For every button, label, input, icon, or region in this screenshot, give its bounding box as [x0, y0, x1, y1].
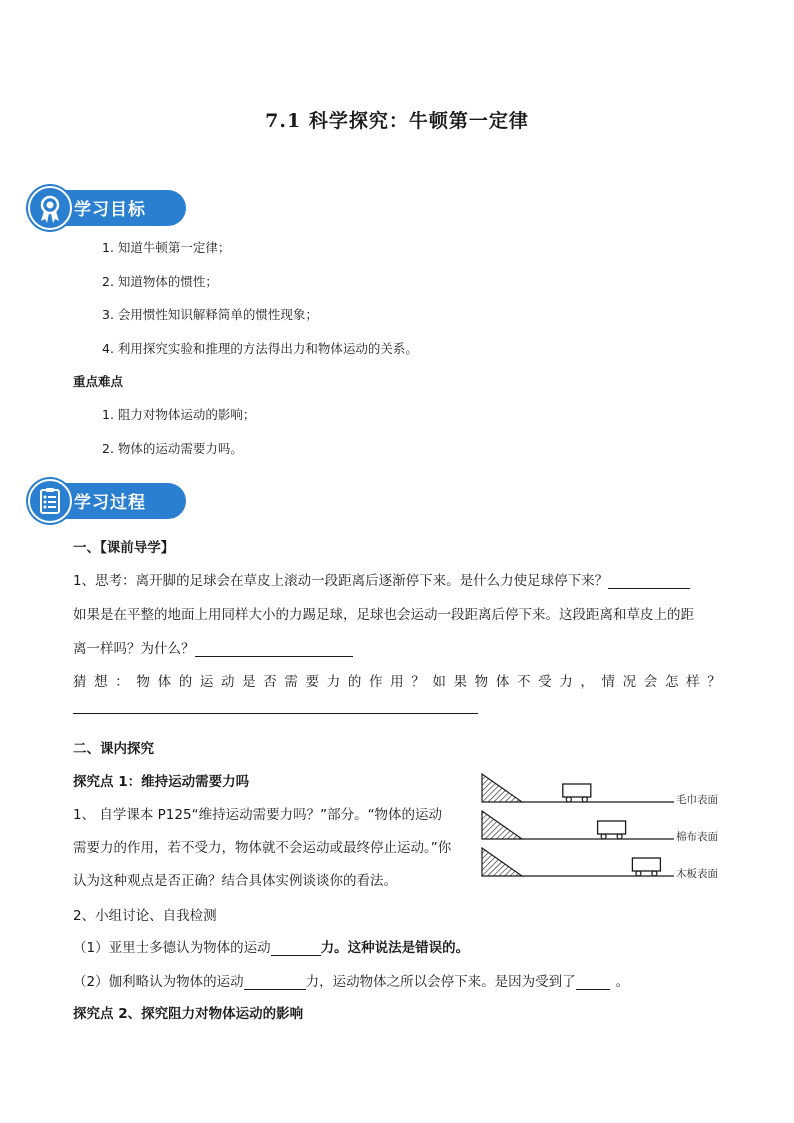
surface-label: 棉布表面 — [676, 831, 718, 843]
question-text: 力，运动物体之所以会停下来。是因为受到了 — [305, 974, 576, 990]
surface-label: 毛巾表面 — [676, 794, 718, 806]
guess-char: 要 — [305, 674, 320, 690]
guess-char: 是 — [242, 674, 256, 690]
page-title: 7.1 科学探究：牛顿第一定律 — [265, 110, 529, 132]
key-point-item: 1. 阻力对物体运动的影响； — [102, 407, 256, 422]
question-line — [73, 970, 629, 990]
cart-wheel — [617, 834, 622, 839]
paragraph-line: 认为这种观点是否正确？结合具体实例谈谈你的看法。 — [73, 873, 397, 889]
guess-char: 情 — [601, 674, 616, 690]
question-line — [73, 936, 469, 956]
guess-line — [73, 670, 721, 690]
guess-char: 受 — [538, 674, 552, 690]
guess-char: 体 — [157, 674, 172, 690]
question-line: 如果是在平整的地面上用同样大小的力踢足球，足球也会运动一段距离后停下来。这段距离和草皮上的距 — [73, 607, 694, 623]
guess-char: 的 — [347, 674, 362, 690]
guess-char: 如 — [432, 674, 446, 690]
guess-char: 物 — [474, 674, 489, 690]
guess-char: ， — [580, 674, 594, 690]
ramp-incline — [482, 774, 522, 802]
surface-label: 木板表面 — [676, 868, 718, 880]
ramp-incline — [482, 811, 522, 839]
guess-char: 动 — [220, 674, 235, 690]
surface-row — [482, 848, 718, 880]
answer-blank[interactable] — [576, 975, 610, 990]
guess-char: ？ — [411, 674, 425, 690]
guess-char: 体 — [495, 674, 510, 690]
cart — [598, 821, 626, 834]
surface-row — [482, 774, 718, 806]
objective-item: 4. 利用探究实验和推理的方法得出力和物体运动的关系。 — [102, 341, 418, 356]
question-line — [73, 637, 353, 657]
guess-char: 样 — [686, 674, 700, 690]
objectives-banner — [28, 186, 186, 230]
answer-blank[interactable] — [244, 975, 306, 990]
guess-char: 怎 — [664, 674, 679, 690]
question-line: 2、小组讨论、自我检测 — [73, 908, 217, 924]
guess-char: 猜 — [73, 674, 87, 690]
guess-char: 会 — [643, 674, 658, 690]
ramp-incline — [482, 848, 522, 876]
guess-char: 作 — [368, 674, 383, 690]
question-text: （1）亚里士多德认为物体的运动 — [73, 940, 271, 956]
emphasis-text: 这种说法是错误的。 — [347, 940, 470, 956]
answer-blank-line[interactable] — [73, 713, 478, 714]
section-heading: 一、【课前导学】 — [73, 540, 175, 556]
guess-char: 运 — [199, 674, 214, 690]
paragraph-line: 需要力的作用，若不受力，物体就不会运动或最终停止运动。”你 — [73, 840, 452, 856]
banner-title: 学习过程 — [74, 493, 146, 513]
key-points-heading: 重点难点 — [73, 374, 124, 389]
answer-blank[interactable] — [195, 642, 353, 657]
guess-char: 况 — [622, 674, 637, 690]
guess-char: 用 — [390, 674, 404, 690]
question-text: 离一样吗？为什么？ — [73, 641, 195, 657]
guess-char: 物 — [136, 674, 150, 690]
banner-title: 学习目标 — [74, 200, 146, 220]
objective-item: 1. 知道牛顿第一定律； — [102, 240, 231, 255]
question-text: （2）伽利略认为物体的运动 — [73, 974, 244, 990]
cart-wheel — [582, 797, 587, 802]
point-title: 探究点 1：维持运动需要力吗 — [73, 774, 250, 790]
answer-blank[interactable] — [271, 941, 321, 956]
cart — [563, 784, 591, 797]
guess-char: 不 — [516, 674, 531, 690]
cart-wheel — [636, 871, 641, 876]
guess-char: 的 — [178, 674, 193, 690]
objective-item: 3. 会用惯性知识解释简单的惯性现象； — [102, 307, 318, 322]
guess-char: 需 — [284, 674, 298, 690]
guess-char: 力 — [559, 674, 573, 690]
question-text: 。 — [615, 974, 630, 990]
guess-char: ： — [115, 674, 129, 690]
guess-char: ？ — [707, 674, 721, 690]
cart-wheel — [652, 871, 657, 876]
process-banner — [28, 479, 186, 523]
question-text: 力。 — [320, 940, 348, 956]
objective-item: 2. 知道物体的惯性； — [102, 274, 218, 289]
point-title: 探究点 2、探究阻力对物体运动的影响 — [73, 1006, 304, 1022]
surface-row — [482, 811, 718, 843]
guess-char: 否 — [263, 674, 277, 690]
section-heading: 二、课内探究 — [73, 741, 154, 757]
cart — [632, 858, 660, 871]
question-text: 1、思考：离开脚的足球会在草皮上滚动一段距离后逐渐停下来。是什么力使足球停下来？ — [73, 573, 609, 589]
cart-wheel — [566, 797, 571, 802]
question-line — [73, 569, 690, 589]
checklist-icon — [28, 479, 72, 523]
paragraph-line: 1、 自学课本 P125“维持运动需要力吗？”部分。“物体的运动 — [73, 807, 443, 823]
cart-wheel — [601, 834, 606, 839]
guess-char: 果 — [453, 674, 468, 690]
answer-blank[interactable] — [608, 574, 690, 589]
award-icon — [28, 186, 72, 230]
key-point-item: 2. 物体的运动需要力吗。 — [102, 441, 243, 456]
guess-char: 想 — [94, 674, 108, 690]
surfaces-diagram — [480, 770, 760, 885]
guess-char: 力 — [326, 674, 341, 690]
